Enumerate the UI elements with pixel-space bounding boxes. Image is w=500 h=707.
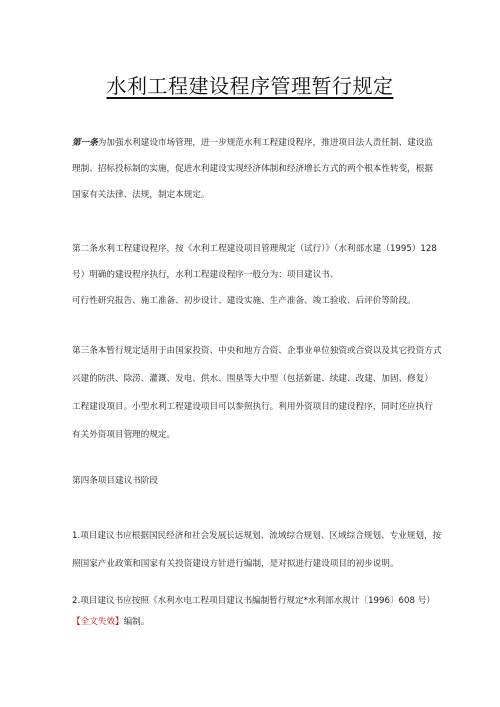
- article-4-heading: 第四条项目建议书阶段: [72, 476, 158, 486]
- document-title: 水利工程建设程序管理暂行规定: [106, 74, 394, 98]
- article-4-item-1-line-2: 照国家产业政策和国家有关投资建设方针进行编制，是对拟进行建设项目的初步说明。: [72, 559, 399, 569]
- article-1: [72, 130, 442, 208]
- article-1-label: 第一条: [72, 138, 98, 148]
- article-3: [72, 337, 442, 449]
- article-2-line-3: 可行性研究报告、施工准备、初步设计、建设实施、生产准备、竣工验收、后评价等阶段。: [72, 296, 416, 306]
- article-1-line-3: 国家有关法律、法规，制定本规定。: [72, 190, 210, 200]
- article-3-line-1: 第三条本暂行规定适用于由国家投资、中央和地方合资、企事业单位独资或合资以及其它投资方式: [72, 346, 442, 356]
- repealed-notice-link[interactable]: 【全文失效】: [72, 617, 124, 627]
- article-2: [72, 236, 442, 314]
- article-1-line-2: 理制、招标投标制的实施，促进水利建设实现经济体制和经济增长方式的两个根本性转变，根据: [72, 164, 433, 174]
- article-4-item-2-line-1: 2.项目建议书应按照《水利水电工程项目建议书编制暂行规定*水利部水规计〔1996〕608 号）: [72, 596, 435, 606]
- article-3-line-4: 有关外资项目管理的规定。: [72, 430, 176, 440]
- article-3-line-3: 工程建设项目。小型水利工程建设项目可以参照执行。利用外资项目的建设程序，同时还应执行: [72, 402, 433, 412]
- article-3-line-2: 兴建的防洪、除涝、灌溉、发电、供水、围垦等大中型（包括新建、续建、改建、加固、修复）: [72, 374, 433, 384]
- article-4-item-1-line-1: 1.项目建议书应根据国民经济和社会发展长远规划、流域综合规划、区域综合规划、专业规划，按: [72, 531, 442, 541]
- article-4-item-1: [72, 522, 442, 578]
- article-4-item-2: [72, 591, 442, 633]
- article-4-item-2-line-2: 【全文失效】编制。: [72, 617, 150, 627]
- article-2-line-2: 号）明确的建设程序执行，水利工程建设程序一般分为：项目建议书、: [72, 270, 339, 280]
- article-1-line-1: 第一条为加强水利建设市场管理，进一步规范水利工程建设程序，推进项目法人责任制、建设监: [72, 138, 433, 148]
- article-2-line-1: 第二条水利工程建设程序，按《水利工程建设项目管理规定（试行）》（水利部水建（1995）128: [72, 244, 437, 254]
